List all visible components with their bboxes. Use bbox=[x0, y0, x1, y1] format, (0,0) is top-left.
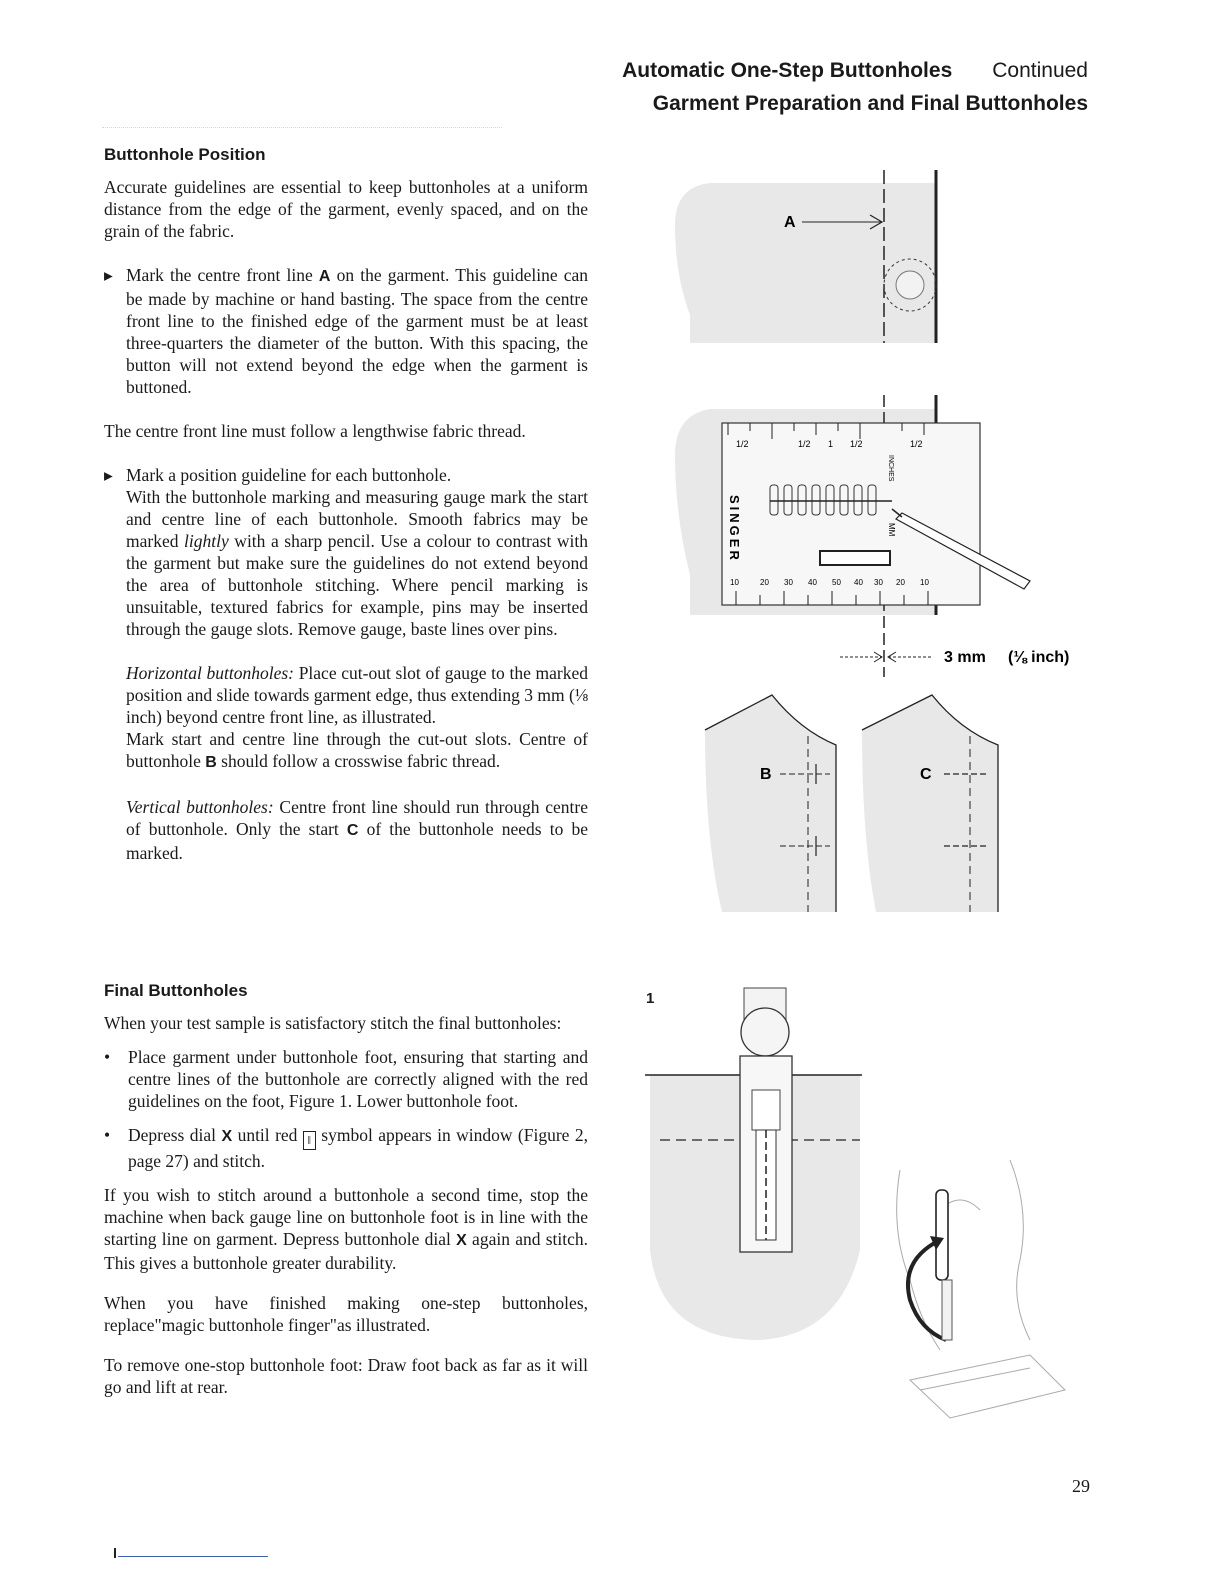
label-c-ref: C bbox=[346, 822, 359, 839]
vertical-text-end: of the buttonhole needs to be marked. bbox=[126, 819, 588, 863]
final-section bbox=[104, 980, 588, 1398]
figure-marking-gauge bbox=[670, 395, 1080, 685]
final-intro: When your test sample is satisfactory stitch the final buttonholes: bbox=[104, 1013, 562, 1033]
gauge-mm-label: MM bbox=[887, 523, 896, 537]
final-heading: Final Buttonholes bbox=[104, 981, 248, 1000]
foot-window bbox=[752, 1090, 780, 1130]
position-bullet-1 bbox=[104, 264, 588, 398]
figure-centre-front-line bbox=[670, 165, 960, 345]
label-a-ref: A bbox=[318, 268, 331, 285]
dial-x-ref-2: X bbox=[456, 1232, 467, 1249]
bullet-marker: ▸ bbox=[104, 465, 113, 485]
tick-label: 20 bbox=[896, 578, 905, 587]
tick-label: 30 bbox=[874, 578, 883, 587]
second-time-pre: If you wish to stitch around a buttonhole a second time, stop the machine when back gauge line on buttonhole foot is in line with the starting line on garment. Depress buttonhole dial bbox=[104, 1185, 588, 1249]
tick-label: 10 bbox=[730, 578, 739, 587]
tick-label: 10 bbox=[920, 578, 929, 587]
replace-text: When you have finished making one-step buttonholes, replace"magic buttonhole finger"as illustrated. bbox=[104, 1293, 588, 1335]
figure-1-buttonhole-foot bbox=[640, 980, 870, 1350]
final-bullet-1 bbox=[104, 1046, 588, 1112]
position-heading: Buttonhole Position bbox=[104, 145, 266, 164]
needle-clamp bbox=[942, 1280, 952, 1340]
label-c: C bbox=[920, 766, 932, 783]
horizontal-text-2-end: should follow a crosswise fabric thread. bbox=[216, 751, 501, 771]
vertical-label: Vertical buttonholes: bbox=[126, 797, 274, 817]
gauge-mark-5: 1/2 bbox=[910, 439, 923, 449]
header-continued: Continued bbox=[992, 59, 1088, 82]
gauge-mark-1: 1/2 bbox=[736, 439, 749, 449]
bullet-marker: ▸ bbox=[104, 265, 113, 285]
tick-label: 20 bbox=[760, 578, 769, 587]
measure-inch: (⅛ inch) bbox=[1008, 649, 1070, 666]
position-section bbox=[104, 144, 588, 864]
bullet2-emphasis: lightly bbox=[184, 531, 229, 551]
gauge-brand: SINGER bbox=[727, 495, 742, 563]
header-title: Automatic One-Step Buttonholes bbox=[622, 59, 953, 82]
garment-fabric bbox=[675, 183, 936, 343]
buttonhole-symbol-icon: ‖ bbox=[303, 1131, 316, 1150]
figure-buttonhole-markings bbox=[700, 690, 1010, 915]
cut-out-slot bbox=[820, 551, 890, 565]
gauge-mark-2: 1/2 bbox=[798, 439, 811, 449]
final-bullet-2-text: Depress dial bbox=[128, 1125, 222, 1145]
header-subtitle: Garment Preparation and Final Buttonholes bbox=[652, 92, 1088, 115]
figure-1-label: 1 bbox=[646, 990, 655, 1007]
horizontal-buttonholes bbox=[104, 662, 588, 864]
bullet1-text: Mark the centre front line bbox=[126, 265, 319, 285]
horizontal-text: Place cut-out slot of gauge to the marked position and slide towards garment edge, thus extending 3 mm (⅛ inch) beyond centre front line, as illustrated. bbox=[126, 663, 588, 727]
machine-detail bbox=[897, 1160, 1065, 1418]
horizontal-label: Horizontal buttonholes: bbox=[126, 663, 295, 683]
gauge-mark-3: 1 bbox=[828, 439, 834, 449]
top-divider bbox=[102, 127, 502, 128]
gauge-mark-4: 1/2 bbox=[850, 439, 863, 449]
garment-piece-c bbox=[862, 695, 998, 912]
tick-label: 50 bbox=[832, 578, 841, 587]
bullet1-text-end: on the garment. This guideline can be made by machine or hand basting. The space from the centre front line to the finished edge of the garment must be at least three-quarters the diameter of the button. With this spacing, the button will not extend beyond the edge when the garment is buttoned. bbox=[126, 265, 588, 397]
bullet-marker: • bbox=[104, 1125, 111, 1145]
figure-buttonhole-finger bbox=[880, 1150, 1080, 1420]
second-time-text bbox=[104, 1184, 588, 1274]
final-bullet-2-end: symbol appears in window (Figure 2, page 27) and stitch. bbox=[128, 1125, 588, 1171]
vertical-text: Centre front line should run through centre of buttonhole. Only the start bbox=[126, 797, 588, 839]
label-a: A bbox=[784, 214, 796, 231]
bullet2-text-end: with a sharp pencil. Use a colour to contrast with the garment but make sure the guidelines do not extend beyond the area of buttonhole stitching. Where pencil marking is unsuitable, textured fabrics for example, pins may be inserted through the gauge slots. Remove gauge, baste lines over pins. bbox=[126, 531, 588, 639]
tick-label: 40 bbox=[854, 578, 863, 587]
bullet2-text: With the buttonhole marking and measuring gauge mark the start and centre line of each buttonhole. Smooth fabrics may be marked bbox=[126, 487, 588, 551]
footer-rule bbox=[118, 1556, 268, 1557]
gauge-inches-label: INCHES bbox=[887, 455, 894, 482]
bullet2-line1: Mark a position guideline for each buttonhole. bbox=[126, 465, 452, 485]
position-intro: Accurate guidelines are essential to keep buttonholes at a uniform distance from the edge of the garment, evenly spaced, and on the grain of the fabric. bbox=[104, 177, 588, 241]
label-b-ref: B bbox=[205, 754, 217, 771]
remove-text: To remove one-stop buttonhole foot: Draw foot back as far as it will go and lift at rear. bbox=[104, 1355, 588, 1397]
measure-mm: 3 mm bbox=[944, 649, 986, 666]
vertical-buttonholes bbox=[126, 796, 588, 864]
label-b: B bbox=[760, 766, 772, 783]
page-number: 29 bbox=[1072, 1476, 1090, 1496]
button-icon bbox=[741, 1008, 789, 1056]
thread-note: The centre front line must follow a lengthwise fabric thread. bbox=[104, 421, 526, 441]
second-time-post: again and stitch. This gives a buttonhole greater durability. bbox=[104, 1229, 589, 1273]
tick-label: 30 bbox=[784, 578, 793, 587]
button-icon bbox=[896, 271, 924, 299]
page-header bbox=[622, 54, 1088, 120]
dial-x-ref: X bbox=[221, 1128, 233, 1145]
horizontal-text-2: Mark start and centre line through the cut-out slots. Centre of buttonhole bbox=[126, 729, 588, 771]
position-bullet-2 bbox=[104, 464, 588, 640]
final-bullet-1-text: Place garment under buttonhole foot, ensuring that starting and centre lines of the buttonhole are correctly aligned with the red guidelines on the foot, Figure 1. Lower buttonhole foot. bbox=[128, 1047, 588, 1111]
tick-label: 40 bbox=[808, 578, 817, 587]
final-bullet-2-mid: until red bbox=[232, 1125, 303, 1145]
footer-mark bbox=[114, 1548, 116, 1558]
bullet-marker: • bbox=[104, 1047, 111, 1067]
final-bullet-2 bbox=[104, 1124, 588, 1172]
magic-buttonhole-finger bbox=[936, 1190, 948, 1280]
garment-piece-b bbox=[705, 695, 836, 912]
